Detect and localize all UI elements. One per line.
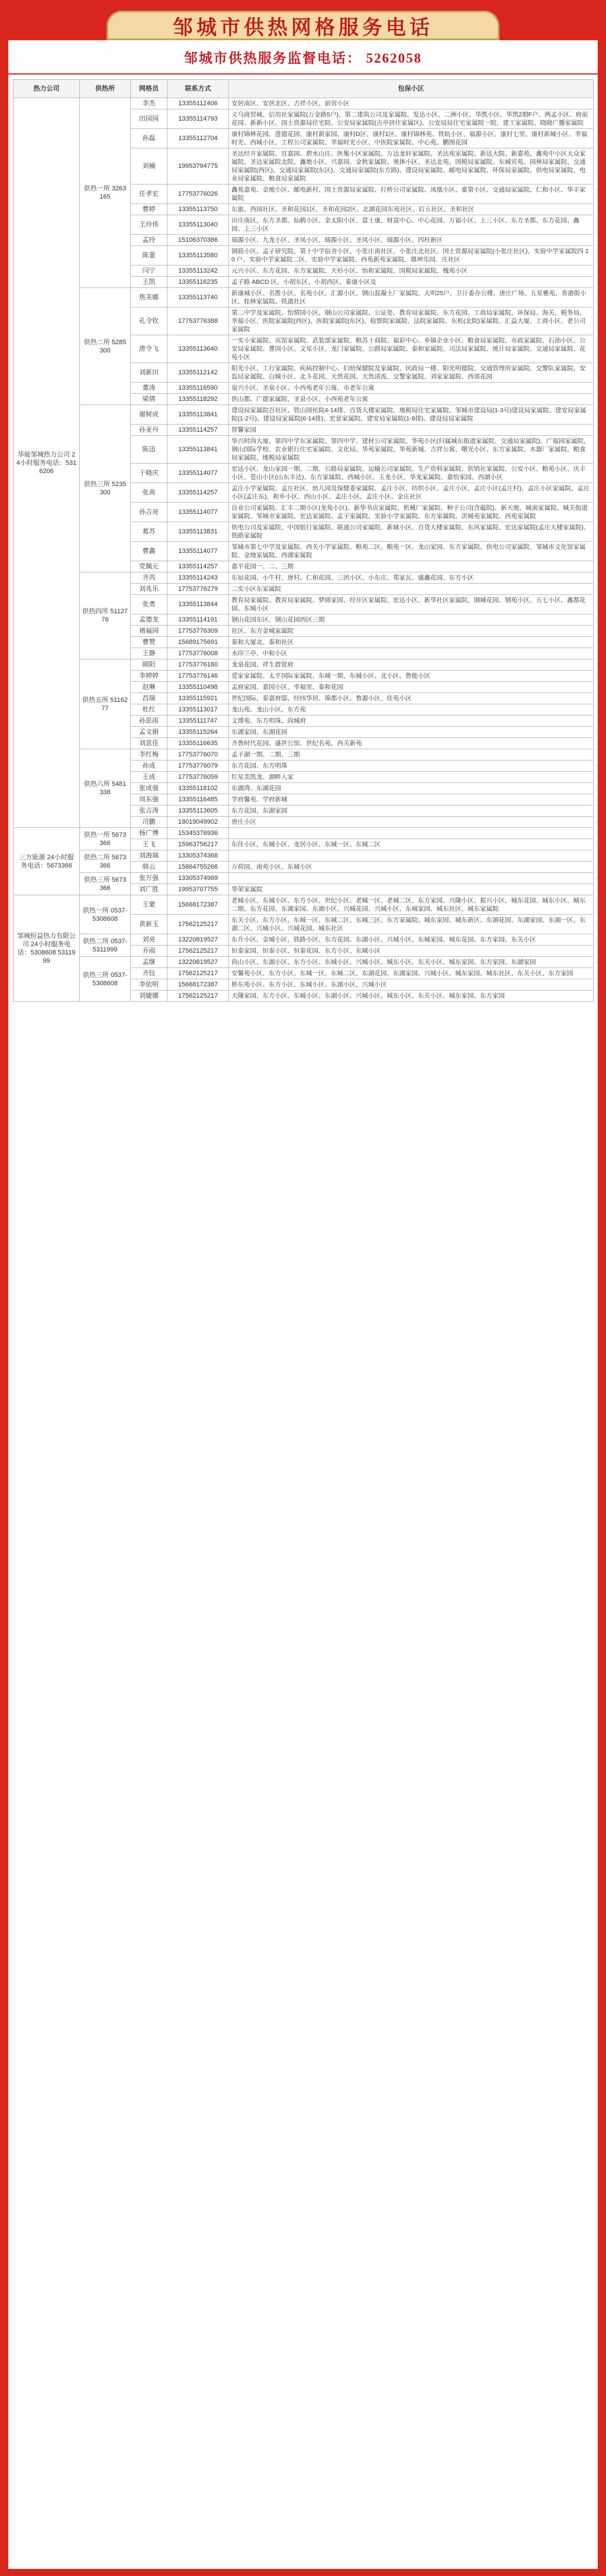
station-cell: 供热六所 5481338: [80, 749, 131, 828]
grid-staff-cell: 陈蕾: [131, 246, 167, 266]
grid-staff-cell: 杜红: [131, 704, 167, 716]
grid-staff-cell: 刘思佳: [131, 738, 167, 749]
grid-staff-cell: 董涛: [131, 383, 167, 394]
area-cell: 恒泰家园、恒泰小区、恒泰花园、东方小区、东城小区: [229, 946, 594, 957]
grid-staff-cell: 黄新玉: [131, 915, 167, 934]
service-table: [13, 79, 594, 1002]
grid-staff-cell: 李婷婷: [131, 671, 167, 682]
phone-cell: 19953707755: [167, 884, 229, 895]
grid-staff-cell: 孟继: [131, 957, 167, 968]
area-cell: 建设局家属院百社区、铁山园民院4-14排、百货大楼家属院、地税局住宅家属院、邹城市建设局(1-3号)建设局家属院、建安局家属院(1-2号)、建设局家属院(6-14排)、宏景家属院、建安局家属院(1-9排)、建设局局家属院: [229, 405, 594, 425]
phone-cell: 13355118102: [167, 783, 229, 794]
area-cell: 桥东苑小区、东方小区、东城小区、东湖小区、兴城小区: [229, 979, 594, 991]
grid-staff-cell: 张万强: [131, 873, 167, 884]
title-plate: [107, 11, 499, 40]
grid-staff-cell: 刘婕娜: [131, 991, 167, 1002]
grid-staff-cell: 梁倩: [131, 394, 167, 405]
area-cell: 教育局家属院、教育局家属院、梦圆家园、经开区家属院、宏达小区、新华社区家属院、钢城花园、钢苑小区、五七小区、鑫都花园、东城小区: [229, 595, 594, 614]
area-cell: 唐庄小区: [229, 817, 594, 828]
grid-staff-cell: 刘广胜: [131, 884, 167, 895]
company-cell: 三方能源 24小时服务电话：5673366: [14, 828, 80, 895]
document-sheet: [8, 40, 598, 2569]
company-cell: 华能邹城热力公司 24小时服务电话：5316206: [14, 98, 80, 828]
phone-cell: 17753776180: [167, 659, 229, 671]
area-cell: 供山都、广德家属院、圣泉小区、小西苑老年公寓: [229, 394, 594, 405]
station-cell: 供热二所 5285300: [80, 288, 131, 405]
phone-cell: 13355113040: [167, 215, 229, 235]
area-cell: 瑞源小区、九龙小区、圣凤小区、瑞源小区、圣凤小区、瑞源小区、四柱新区: [229, 235, 594, 246]
table-row: [14, 288, 594, 308]
station-cell: 供热三所 5673366: [80, 873, 131, 895]
phone-cell: 13355113017: [167, 704, 229, 716]
grid-staff-cell: 王凯: [131, 277, 167, 288]
phone-cell: 18019049902: [167, 817, 229, 828]
phone-cell: 13355112406: [167, 98, 229, 109]
table-row: [14, 873, 594, 884]
area-cell: 田庄南区、东方圣都、仙鹤小区、金太阳小区、富士康、财富中心、中心花园、万福小区、上三小区、东方圣都、东方花园、鑫园、上三小区: [229, 215, 594, 235]
grid-staff-cell: 曹赞: [131, 637, 167, 648]
table-row: [14, 828, 594, 839]
area-cell: 泰和大厦北、泰和社区: [229, 637, 594, 648]
phone-cell: 13355115921: [167, 693, 229, 704]
area-cell: 安居南区、安居北区、吉祥小区、前营小区: [229, 98, 594, 109]
grid-staff-cell: 刘楠: [131, 148, 167, 185]
station-cell: 供热三所 0537-5308608: [80, 957, 131, 1002]
grid-staff-cell: 张茜: [131, 483, 167, 503]
table-row: [14, 749, 594, 760]
area-cell: 龙山苑、龙山小区、东方苑: [229, 704, 594, 716]
phone-cell: 13305374368: [167, 850, 229, 862]
grid-staff-cell: 闫宁: [131, 266, 167, 277]
phone-cell: 17753776279: [167, 584, 229, 595]
grid-staff-cell: 张吉涛: [131, 805, 167, 817]
area-cell: 康村锦林花园、莲德花园、康村新家园、康村D区、康村1区、康村锦林苑、铁轨小区、福源小区、康村七里、康村新城小区、幸福时光、西城小区、工程公司家属院、幸福时光小区、中医院家属院、中心苑、鹏图花园: [229, 129, 594, 148]
phone-cell: 17753776309: [167, 626, 229, 637]
phone-cell: 17753776008: [167, 648, 229, 659]
area-cell: 齐鲁时代花园、盛世公馆、世纪名苑、西关新苑: [229, 738, 594, 749]
phone-cell: 13355111747: [167, 716, 229, 727]
supervision-hotline: 邹城市供热服务监督电话： 5262058: [183, 50, 423, 66]
phone-cell: 13355114191: [167, 614, 229, 626]
grid-staff-cell: 顾阳: [131, 659, 167, 671]
area-cell: 东湖湾、东湖花园: [229, 783, 594, 794]
grid-staff-cell: 李杰: [131, 98, 167, 109]
header-phone: 联系方式: [167, 80, 229, 98]
grid-staff-cell: 昌瑞: [131, 693, 167, 704]
phone-cell: 17753776146: [167, 671, 229, 682]
grid-staff-cell: 张勇: [131, 595, 167, 614]
area-cell: 水印兰亭、中和小区: [229, 648, 594, 659]
area-cell: [229, 828, 594, 839]
phone-cell: 15668172387: [167, 979, 229, 991]
area-cell: 世纪国际、泰嘉府邸、经纬华居、锦都小区、鲁源小区、佳苑小区: [229, 693, 594, 704]
grid-staff-cell: 李红梅: [131, 749, 167, 760]
phone-cell: 13355112704: [167, 129, 229, 148]
area-cell: 孟子湖一期、二期、三期: [229, 749, 594, 760]
station-cell: 供热一所 5673366: [80, 828, 131, 850]
area-cell: 孟府家园、嘉园小区、幸福里、泰和花园: [229, 682, 594, 693]
station-cell: 供热四所 5112776: [80, 572, 131, 659]
grid-staff-cell: 王飞: [131, 839, 167, 850]
grid-staff-cell: 齐钰: [131, 968, 167, 979]
phone-cell: 15106370386: [167, 235, 229, 246]
phone-cell: 13355116635: [167, 738, 229, 749]
table-row: [14, 957, 594, 968]
grid-staff-cell: 葛苏: [131, 522, 167, 542]
area-cell: 文博苑、东方明珠、尚城府: [229, 716, 594, 727]
table-row: [14, 895, 594, 915]
divider: [8, 73, 598, 75]
phone-cell: 13355114243: [167, 572, 229, 584]
area-cell: 义乌商贸城、信用社家属院(万金路5户)、第二建筑公司及家属院、发达小区、二洲小区、华凯小区、华凯2期F户、两孟小区、府前花园、新新小区、国土资源局住宅院、公安局家属院(古亭居住家属区)、公安局局住宅家属院一院、建工家属院、晓晓广播家属院: [229, 109, 594, 129]
phone-cell: 13355116590: [167, 383, 229, 394]
area-cell: 东佳小区、东城小区、龙居小区、东城一区、东城二区: [229, 839, 594, 850]
phone-cell: 17753776079: [167, 760, 229, 772]
area-cell: 东方花园、东方明珠: [229, 760, 594, 772]
area-cell: 元兴小区、东方花园、东方家属院、天衫小区、怡和家属院、国税局家属院、槐苑小区: [229, 266, 594, 277]
grid-staff-cell: 刘兆乐: [131, 584, 167, 595]
area-cell: 华荣家属院: [229, 884, 594, 895]
phone-cell: 13355113841: [167, 436, 229, 464]
phone-cell: 15963756217: [167, 839, 229, 850]
phone-cell: 13355113640: [167, 335, 229, 363]
grid-staff-cell: 齐芮: [131, 572, 167, 584]
grid-staff-cell: 曹婷: [131, 204, 167, 215]
phone-cell: 17753776388: [167, 308, 229, 335]
grid-staff-cell: 孔令钦: [131, 308, 167, 335]
area-cell: 东关小区、东方小区、东城一区、东城二区、东城三区、东方家属院、城东家园、城东新区、东湖花园、东湖家园、东湖一区、东湖二区、兴城小区、兴城花园、城东社区: [229, 915, 594, 934]
phone-cell: 13355113580: [167, 246, 229, 266]
grid-staff-cell: 田园园: [131, 109, 167, 129]
phone-cell: 17562125217: [167, 915, 229, 934]
station-cell: 供热二所 0537-5311999: [80, 934, 131, 957]
area-cell: 一实小家属院、宾馆家属院、武装部家属院、粮苏十商院、福彩中心、乡镇企业小区、粮食局家属院、市政家属院、石油小区、公安局家属院、曹国小区、文星小区、龙门家属院、公路局家属院、泰和家属院、司法局家属院、统计局家属院、交通局家属院、花苑小区: [229, 335, 594, 363]
table-row: [14, 405, 594, 425]
grid-staff-cell: 谢树成: [131, 405, 167, 425]
header-company: 热力公司: [14, 80, 80, 98]
header-area: 包保小区: [229, 80, 594, 98]
grid-staff-cell: 孙吉亮: [131, 503, 167, 522]
grid-staff-cell: 韩云: [131, 862, 167, 873]
grid-staff-cell: 司鹏: [131, 817, 167, 828]
phone-cell: 13355113605: [167, 805, 229, 817]
area-cell: 鑫苑嘉苑、金地小区、邮电新村、国土资源局家属院、打桥公司家属院、凤凰小区、豪第小区、交通局家属院、仁和小区、华丰家属院: [229, 185, 594, 204]
area-cell: 二实小区东家属院: [229, 584, 594, 595]
grid-staff-cell: 唐令飞: [131, 335, 167, 363]
area-cell: 新康城小区、名胜小区、名苑小区、汇源小区、钢山混凝土厂家属院、大明25户、卫计委办公楼、唐庄广场、五星雅苑、香港街小区、桂林家属院、铁道社区: [229, 288, 594, 308]
area-cell: 社区、东方金城家属院: [229, 626, 594, 637]
grid-staff-cell: 张成强: [131, 783, 167, 794]
area-cell: [229, 850, 594, 862]
grid-staff-cell: 刘海瑞: [131, 850, 167, 862]
grid-staff-cell: 孟玲: [131, 235, 167, 246]
grid-staff-cell: 孟德龙: [131, 614, 167, 626]
grid-staff-cell: 于晓庆: [131, 464, 167, 483]
phone-cell: 19953794775: [167, 148, 229, 185]
area-cell: 爱家家属院、太平国际家属院、东城一期、东城小区、北小区、鲁能小区: [229, 671, 594, 682]
phone-cell: 13355113750: [167, 204, 229, 215]
phone-cell: 13355118292: [167, 394, 229, 405]
grid-staff-cell: 孙亚丹: [131, 425, 167, 436]
phone-cell: 13355113242: [167, 266, 229, 277]
phone-cell: 17562125217: [167, 991, 229, 1002]
phone-cell: 13355110498: [167, 682, 229, 693]
area-cell: 学府馨苑、学府新城: [229, 794, 594, 805]
header-station: 供热所: [80, 80, 131, 98]
phone-cell: 13355113831: [167, 522, 229, 542]
table-body: [14, 98, 594, 1002]
grid-staff-cell: 李依明: [131, 979, 167, 991]
phone-cell: 15668172387: [167, 895, 229, 915]
grid-staff-cell: 刘新田: [131, 363, 167, 383]
station-cell: 供热二所 5673366: [80, 850, 131, 873]
area-cell: [229, 873, 594, 884]
table-row: [14, 572, 594, 584]
area-cell: 华兴时尚大厦、第四中学东家属院、第四中学、建材公司家属院、华苑小区(归属城东街道家属院、交通局家属院)、广福园家属院、钢山国际学校、农业银行住宅家属院、文化局、华苑家属院、华苑新城、吉祥公寓、曙光小区、东方家属院、木器厂家属院、粮食局家属院、地税局家属院: [229, 436, 594, 464]
table-row: [14, 850, 594, 862]
phone-cell: 15689175691: [167, 637, 229, 648]
station-cell: 供热一所 3263165: [80, 98, 131, 288]
area-cell: 圣达经开家属院、宜嘉园、碧水山庄、医集小区家属院、万达龙轩家属院、圣达苑家属院、新达大院、新嘉苑、鑫苑中小区大众家属院、圣达家属院北院、鑫地小区、兴嘉园、金秋家属院、奥体小区、圣达北苑、国税局家属院、东城宾苑、园林局家属院、交通局家属院(西区)、交通局家属院(东区)、交通局家属院(东方路)、建设局家属院、邮电局家属院、环保局家属院、供电局家属院、电业局家属院、粮食局家属院: [229, 148, 594, 185]
phone-cell: 13355113844: [167, 595, 229, 614]
grid-staff-cell: 王玲伟: [131, 215, 167, 235]
area-cell: 宏达小区、龙山家园一期、二期、公路局家属院、运输公司家属院、生产资料家属院、供销社家属院、公安小区、粮苑小区、庆丰小区、苍山小区(山东丰达)、东方家属院、西城小区、玉龙小区、华龙家属院、嘉怡家园、西湖小区: [229, 464, 594, 483]
area-cell: 孟庄小学家属院、孟庄社区、幼儿园及保健委家属院、孟庄小区、纺织小区、孟庄小区、孟庄小区(孟庄村)、孟庄小区家属院、孟庄小区(孟庄东)、和乡小区、西山小区、孟庄小区、孟庄小区、金庄社区: [229, 483, 594, 503]
grid-staff-cell: 焦美娜: [131, 288, 167, 308]
grid-staff-cell: 王蒙: [131, 895, 167, 915]
area-cell: 天隆家园、东方小区、东城小区、东湖小区、兴城小区、城东小区、东关小区、城东家园、东方家园: [229, 991, 594, 1002]
phone-cell: 13305374969: [167, 873, 229, 884]
grid-staff-cell: 乔雨: [131, 946, 167, 957]
phone-cell: 13355113740: [167, 288, 229, 308]
area-cell: 供电公司及家属院、中国银行家属院、联通公司家属院、新城小区、百货大楼家属院、东风家属院、宏达家属院(孟庄大楼家属院)、铁路家属院: [229, 522, 594, 542]
grid-staff-cell: 任孝宏: [131, 185, 167, 204]
grid-staff-cell: 周东强: [131, 794, 167, 805]
area-cell: 尚山小区、东湖小区、东方小区、东城小区、兴城小区、城东小区、东关小区、城东家园、东方家园、东湖家园: [229, 957, 594, 968]
phone-cell: 13355116485: [167, 794, 229, 805]
grid-staff-cell: 刘亮: [131, 934, 167, 946]
grid-staff-cell: 孙思雨: [131, 716, 167, 727]
phone-cell: 13355114257: [167, 425, 229, 436]
area-cell: 龙泉花园、祥生群贤府: [229, 659, 594, 671]
grid-staff-cell: 褚福园: [131, 626, 167, 637]
phone-cell: 13355114077: [167, 464, 229, 483]
area-cell: 东湖家园、东湖花园: [229, 727, 594, 738]
phone-cell: 13355112142: [167, 363, 229, 383]
phone-cell: 17753776070: [167, 749, 229, 760]
area-cell: 东方花园、东湖家园: [229, 805, 594, 817]
area-cell: 东升小区、金城小区、铁路小区、东方花园、东湖小区、兴城小区、东城家园、城东花园、东方家园、东关小区: [229, 934, 594, 946]
company-cell: 邹城恒益热力有限公司 24小时服务电话：5308608 5311999: [14, 895, 80, 1002]
area-cell: 安馨苑小区、东方小区、东城一区、东城二区、东湖花园、东湖家园、兴城小区、城东家园、城东社区、东关小区、东方家园: [229, 968, 594, 979]
page-title: 邹城市供热网格服务电话: [173, 17, 433, 39]
phone-cell: 13355114077: [167, 542, 229, 561]
phone-cell: 17753776026: [167, 185, 229, 204]
station-cell: 供热三所 5235300: [80, 405, 131, 572]
phone-cell: 13355113841: [167, 405, 229, 425]
phone-cell: 13355114257: [167, 483, 229, 503]
table-row: [14, 659, 594, 671]
phone-cell: 15864755266: [167, 862, 229, 873]
area-cell: 老城小区、东城小区、东方小区、世纪小区、老城一区、老城二区、东方家园、兴隆小区、振兴小区、城东花园、城东小区、城东二期、东方花园、东湖家园、东湖小区、兴城花园、兴城小区、东城家园、城东社区、城东家属院: [229, 895, 594, 915]
grid-staff-cell: 孙磊: [131, 129, 167, 148]
header-grid-staff: 网格员: [131, 80, 167, 98]
phone-cell: 13355115264: [167, 727, 229, 738]
phone-cell: 13355114257: [167, 561, 229, 572]
phone-cell: 15345376936: [167, 828, 229, 839]
area-cell: 第二中学及家属院、怡情园小区、钢山公司家属院、公证处、教育局家属院、东方花园、工商局家属院、环保局、海关、税务局、幸福小区、医院家属院(西区)、医院家属院(东区)、检察院家属院、法院家属院、东机(北院)家属院、汇益大厦、工商小区、老公司家属院: [229, 308, 594, 335]
station-cell: 供热一所 0537-5308608: [80, 895, 131, 934]
table-row: [14, 934, 594, 946]
grid-staff-cell: 陈迅: [131, 436, 167, 464]
grid-staff-cell: 王成: [131, 772, 167, 783]
phone-cell: 17562125217: [167, 968, 229, 979]
table-header-row: [14, 80, 594, 98]
area-cell: 泉兴小区、圣泉小区、小西苑老年公寓、市老年公寓: [229, 383, 594, 394]
grid-staff-cell: 曹鑫: [131, 542, 167, 561]
phone-cell: 13355114077: [167, 503, 229, 522]
phone-cell: 13355116235: [167, 277, 229, 288]
area-cell: 阳光小区、工行家属院、疾病控制中心、妇幼保健院及家属院、民政局一楼、阳光明德院、交通管理所家属院、交警队家属院、安监局家属院、白城小区、北斗花园、天然花园、天然清流、交警家属院、刘家家属院、西郊花园: [229, 363, 594, 383]
phone-cell: 13220819527: [167, 957, 229, 968]
table-row: [14, 98, 594, 109]
grid-staff-cell: 孙成: [131, 760, 167, 772]
phone-cell: 13355114793: [167, 109, 229, 129]
phone-cell: 17562125217: [167, 946, 229, 957]
area-cell: 红星美凯龙、湖畔人家: [229, 772, 594, 783]
grid-staff-cell: 孟文娟: [131, 727, 167, 738]
area-cell: 东辰花园、小牛村、唐村、仁和花园、三团小区、小东庄、郑家瓦、盛鑫花园、东方小区: [229, 572, 594, 584]
area-cell: 钢筋小区、孟子研究院、第十中学宿舍小区、小张庄南社区、小张庄北社区、国土资源局家属院(小张庄社区)、实验中学家属院四 10 户、实验中学家属院二区、实验中学家属院、西苑新苑家属院、鼎坤乐园、庄社区: [229, 246, 594, 266]
grid-staff-cell: 党佩元: [131, 561, 167, 572]
area-cell: 钢山花园东区、钢山花园西区三期: [229, 614, 594, 626]
grid-staff-cell: 赵琳: [131, 682, 167, 693]
area-cell: 邹城市第七中学及家属院、西关小学家属院、粮苑二区、粮苑一区、龙山家园、东方家属院、供电公司家属院、邹城市文化馆家属院、金地家属院、西湖家属院: [229, 542, 594, 561]
phone-cell: 17753776059: [167, 772, 229, 783]
grid-staff-cell: 王静: [131, 648, 167, 659]
area-cell: 东旅、西园社区、圣和花园1区、圣和花园2区、北湖花园东苑社区、后五社区、圣和社区: [229, 204, 594, 215]
area-cell: 智馨家园: [229, 425, 594, 436]
area-cell: 孟子路 ABCD 区、小胡东区、小胡西区、泰康小区及: [229, 277, 594, 288]
area-cell: 良业公司家属院、汇丰二期小区(龙苑小区)、新华书店家属院、机械厂家属院、种子公司(含蕴院)、新天地、城南家属院、城关街道家属院、邹城市家属院、宏达家属院、孟子家属院、实验小学家属院、东方家属院、洪城苑家属院、西苑家属院: [229, 503, 594, 522]
area-cell: 嘉平花园一、二、三期: [229, 561, 594, 572]
area-cell: 万荷园、南苑小区、东城小区: [229, 862, 594, 873]
grid-staff-cell: 杨广博: [131, 828, 167, 839]
station-cell: 供热五所 5116277: [80, 659, 131, 749]
phone-cell: 13220819527: [167, 934, 229, 946]
